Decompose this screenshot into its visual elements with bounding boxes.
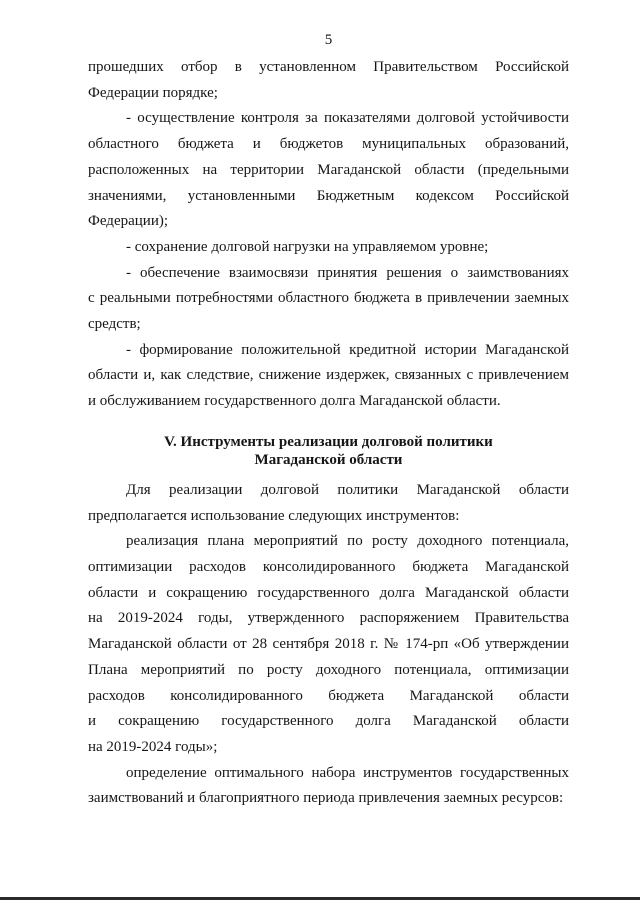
text-line: Для реализации долговой политики Магаданской области: [126, 481, 569, 498]
text-line: Магаданской области от 28 сентября 2018 г. № 174-рп «Об утверждении: [88, 636, 569, 653]
section-heading: [88, 434, 569, 469]
text-line: оптимизации расходов консолидированного бюджета Магаданской: [88, 559, 569, 576]
text-line: реализация плана мероприятий по росту доходного потенциала,: [126, 533, 569, 550]
text-line: - сохранение долговой нагрузки на управляемом уровне;: [126, 238, 489, 255]
text-line: расположенных на территории Магаданской области (предельными: [88, 161, 569, 178]
text-line: и сокращению государственного долга Магаданской области: [88, 713, 569, 730]
text-line: определение оптимального набора инструментов государственных: [126, 764, 569, 781]
text-line: средств;: [88, 316, 141, 333]
paragraph: [88, 529, 569, 760]
page-number: 5: [324, 32, 333, 48]
text-line: Плана мероприятий по росту доходного потенциала, оптимизации: [88, 661, 569, 678]
section-heading-line: V. Инструменты реализации долговой политики: [164, 434, 493, 451]
text-line: и обслуживанием государственного долга Магаданской области.: [88, 393, 501, 410]
text-line: на 2019-2024 годы»;: [88, 738, 218, 755]
list-item: [88, 235, 569, 261]
text-line: прошедших отбор в установленном Правительством Российской: [88, 59, 569, 75]
text-line: - осуществление контроля за показателями долговой устойчивости: [126, 110, 569, 127]
text-line: предполагается использование следующих инструментов:: [88, 507, 460, 524]
list-item: [88, 261, 569, 338]
text-line: значениями, установленными Бюджетным кодексом Российской: [88, 187, 569, 204]
text-line: заимствований и благоприятного периода привлечения заемных ресурсов:: [88, 790, 564, 807]
text-line: области и сокращению государственного долга Магаданской области: [88, 584, 569, 601]
text-line: на 2019-2024 годы, утвержденного распоряжением Правительства: [88, 610, 569, 627]
paragraph: [88, 478, 569, 529]
page-content: [88, 55, 569, 812]
paragraph-continuation: [88, 55, 569, 106]
text-line: областного бюджета и бюджетов муниципальных образований,: [88, 136, 569, 153]
list-item: [88, 106, 569, 235]
paragraph: [88, 761, 569, 812]
text-line: - формирование положительной кредитной истории Магаданской: [126, 341, 569, 358]
text-line: - обеспечение взаимосвязи принятия решения о заимствованиях: [126, 264, 569, 281]
scan-edge-line: [0, 897, 640, 900]
text-line: расходов консолидированного бюджета Магаданской области: [88, 687, 569, 704]
text-line: Федерации порядке;: [88, 84, 218, 101]
text-line: области и, как следствие, снижение издержек, связанных с привлечением: [88, 367, 569, 384]
text-line: с реальными потребностями областного бюджета в привлечении заемных: [88, 290, 569, 307]
list-item: [88, 338, 569, 415]
section-heading-line: Магаданской области: [254, 451, 403, 468]
text-line: Федерации);: [88, 213, 169, 230]
